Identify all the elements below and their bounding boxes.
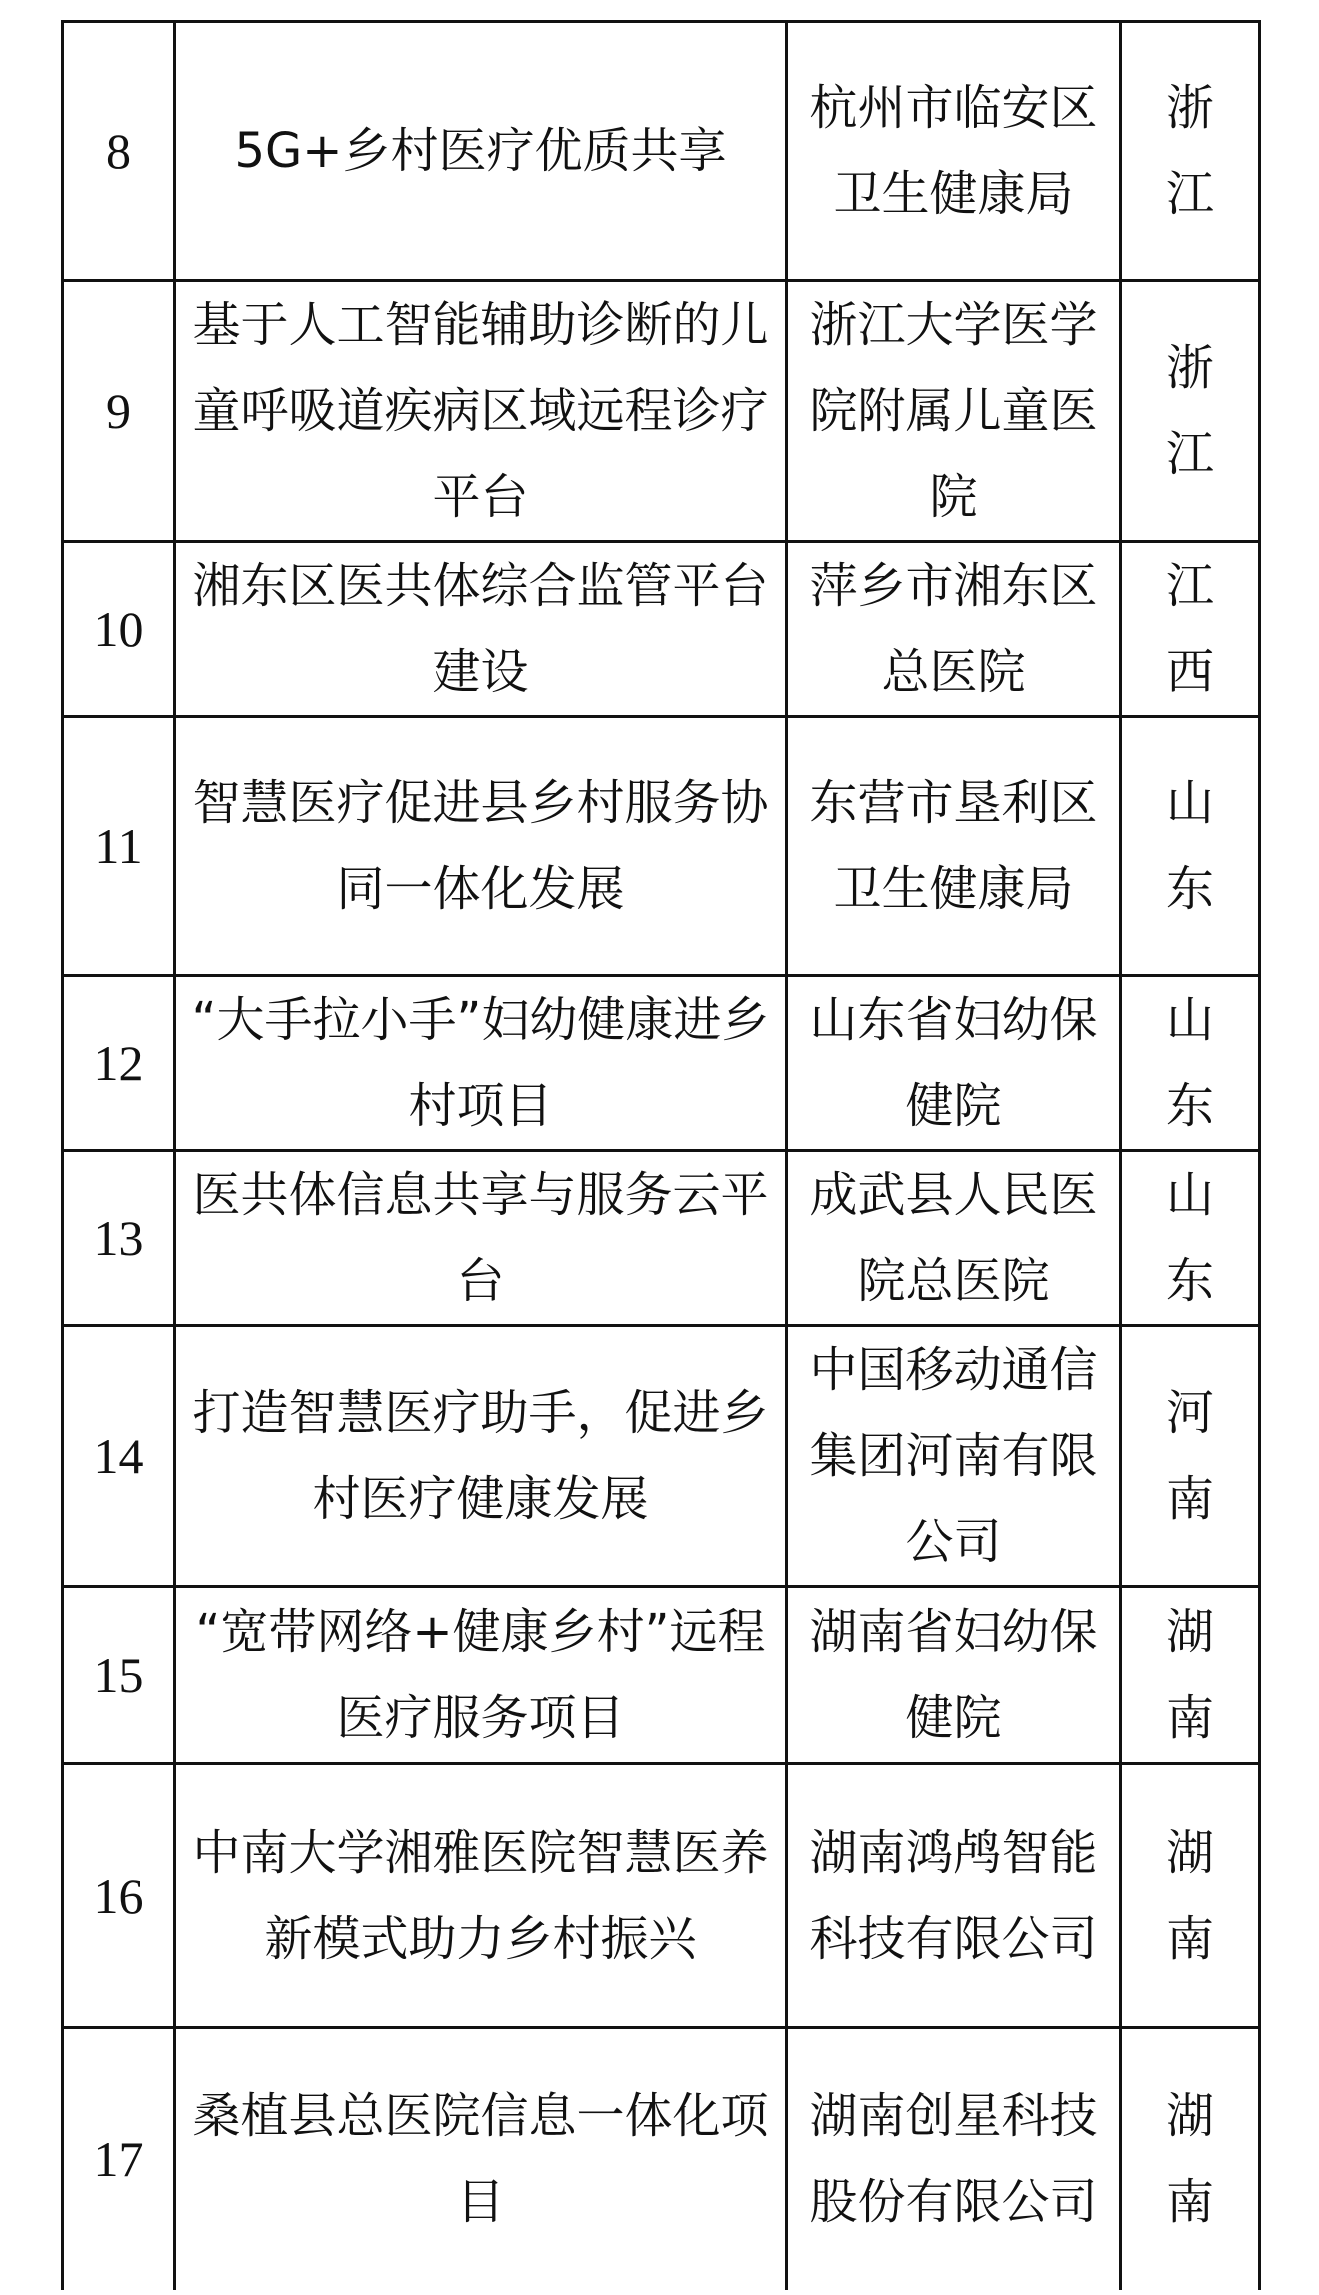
- row-number: 17: [63, 2028, 175, 2290]
- row-number: 15: [63, 1587, 175, 1764]
- project-name: “宽带网络+健康乡村”远程医疗服务项目: [175, 1587, 787, 1764]
- row-number: 10: [63, 542, 175, 717]
- row-number: 16: [63, 1764, 175, 2028]
- organization: 山东省妇幼保健院: [787, 976, 1121, 1151]
- project-name: 湘东区医共体综合监管平台建设: [175, 542, 787, 717]
- province: 山东: [1121, 976, 1260, 1151]
- province: 河南: [1121, 1326, 1260, 1587]
- project-name: 打造智慧医疗助手，促进乡村医疗健康发展: [175, 1326, 787, 1587]
- table-row: [63, 976, 1260, 1151]
- organization: 浙江大学医学院附属儿童医院: [787, 281, 1121, 542]
- organization: 杭州市临安区卫生健康局: [787, 22, 1121, 281]
- table-row: [63, 22, 1260, 281]
- organization: 东营市垦利区卫生健康局: [787, 717, 1121, 976]
- row-number: 11: [63, 717, 175, 976]
- organization: 中国移动通信集团河南有限公司: [787, 1326, 1121, 1587]
- project-name: 5G+乡村医疗优质共享: [175, 22, 787, 281]
- province: 浙江: [1121, 281, 1260, 542]
- row-number: 12: [63, 976, 175, 1151]
- project-name: 中南大学湘雅医院智慧医养新模式助力乡村振兴: [175, 1764, 787, 2028]
- organization: 湖南鸿鸬智能科技有限公司: [787, 1764, 1121, 2028]
- table-row: [63, 281, 1260, 542]
- province: 湖南: [1121, 1587, 1260, 1764]
- organization: 湖南创星科技股份有限公司: [787, 2028, 1121, 2290]
- province: 湖南: [1121, 1764, 1260, 2028]
- project-name: 医共体信息共享与服务云平台: [175, 1151, 787, 1326]
- province: 山东: [1121, 717, 1260, 976]
- province: 江西: [1121, 542, 1260, 717]
- table-row: [63, 1764, 1260, 2028]
- province: 浙江: [1121, 22, 1260, 281]
- project-table: [61, 20, 1261, 2290]
- organization: 萍乡市湘东区总医院: [787, 542, 1121, 717]
- province: 湖南: [1121, 2028, 1260, 2290]
- row-number: 9: [63, 281, 175, 542]
- organization: 湖南省妇幼保健院: [787, 1587, 1121, 1764]
- table-row: [63, 1587, 1260, 1764]
- row-number: 14: [63, 1326, 175, 1587]
- project-name: 基于人工智能辅助诊断的儿童呼吸道疾病区域远程诊疗平台: [175, 281, 787, 542]
- table-row: [63, 1151, 1260, 1326]
- table-row: [63, 2028, 1260, 2290]
- table-row: [63, 717, 1260, 976]
- project-table-container: [61, 20, 1258, 2290]
- project-name: 桑植县总医院信息一体化项目: [175, 2028, 787, 2290]
- project-name: 智慧医疗促进县乡村服务协同一体化发展: [175, 717, 787, 976]
- table-row: [63, 1326, 1260, 1587]
- organization: 成武县人民医院总医院: [787, 1151, 1121, 1326]
- table-row: [63, 542, 1260, 717]
- row-number: 8: [63, 22, 175, 281]
- row-number: 13: [63, 1151, 175, 1326]
- province: 山东: [1121, 1151, 1260, 1326]
- project-name: “大手拉小手”妇幼健康进乡村项目: [175, 976, 787, 1151]
